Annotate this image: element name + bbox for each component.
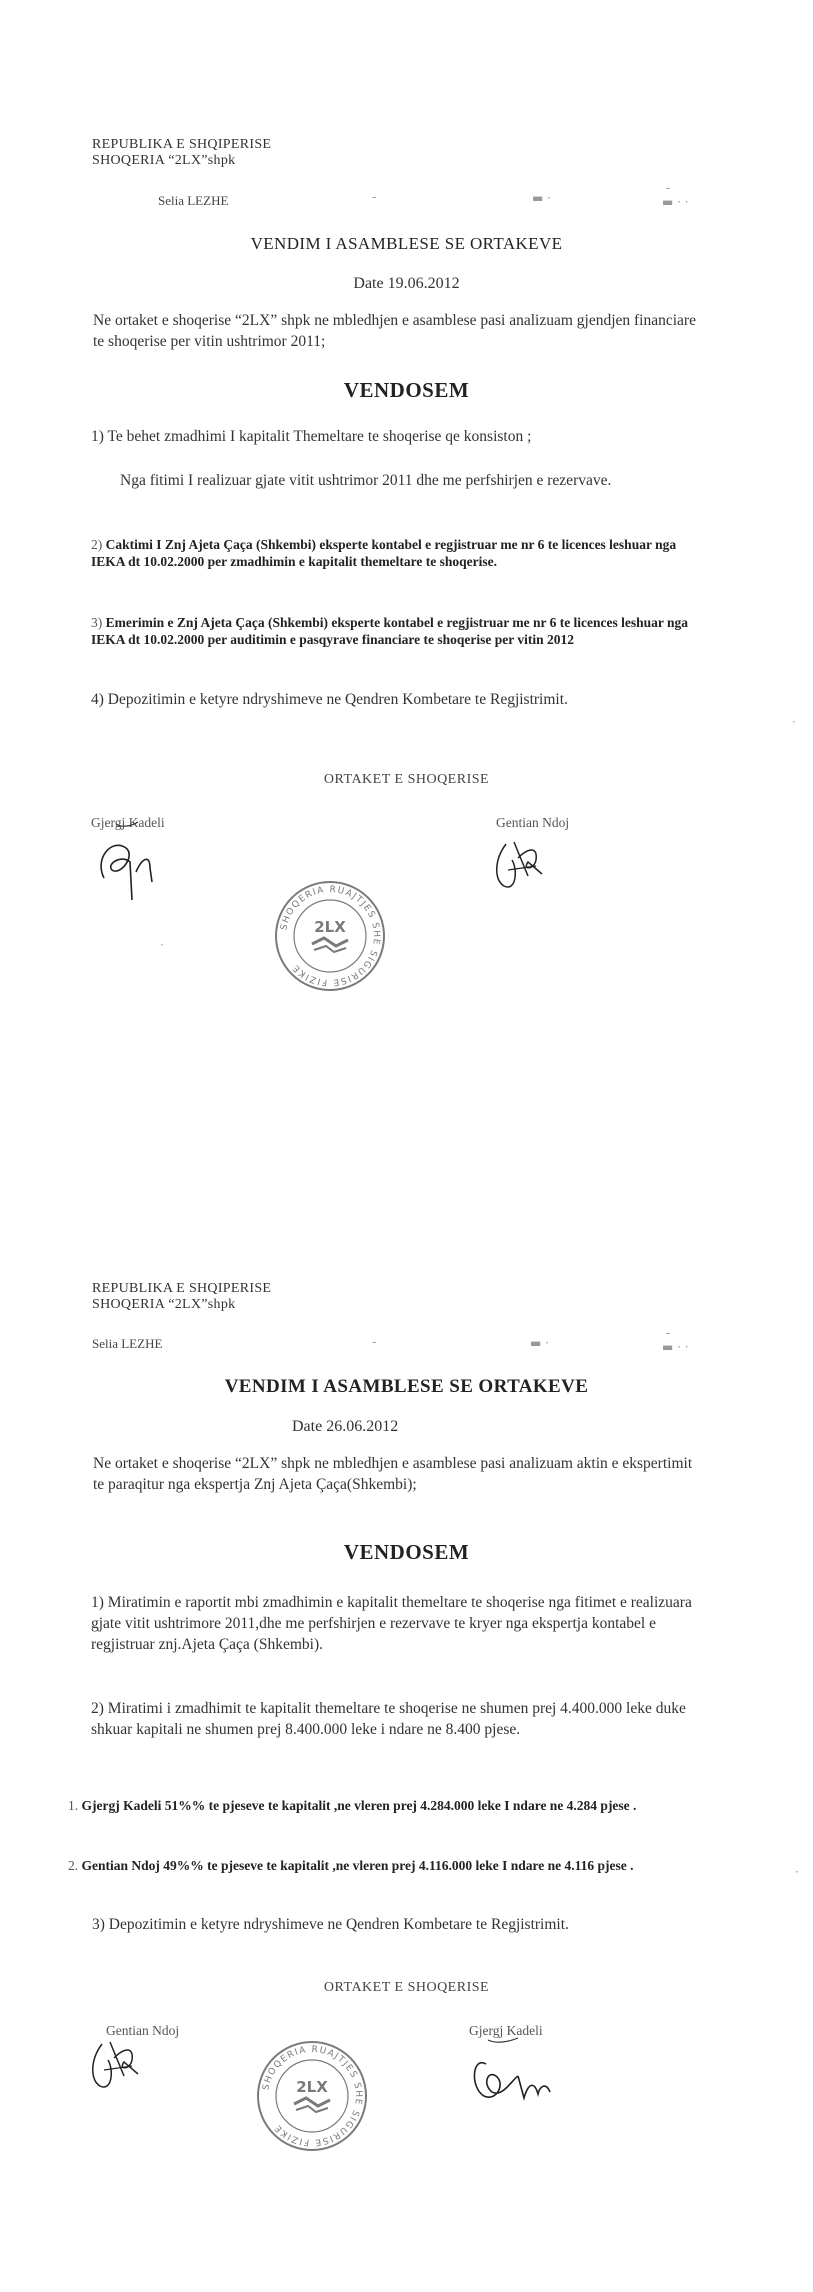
item-3 [91,614,696,648]
item-3: 3) Depozitimin e ketyre ndryshimeve ne Qendren Kombetare te Regjistrimit. [92,1916,569,1933]
decision-page-2: REPUBLIKA E SHQIPERISE SHOQERIA “2LX”shpk Selia LEZHE - ▬ · - ▬ · · VENDIM I ASAMBLESE SE ORTAKEVE Date 26.06.2012 Ne ortaket e shoqerise “2LX” shpk ne mbledhjen e asamblese pasi analizuam aktin e ekspertimit te paraqitur nga ekspertja Znj Ajeta Çaça(Shkembi); VENDOSEM 1) Miratimin e raportit mbi zmadhimin e kapitalit themeltare te shoqerise nga fitimet e realizuara gjate vitit ushtrimore 2011,dhe me perfshirjen e rezervave te kryer nga ekspertja kontabel e regjistruar znj.Ajeta Çaça (Shkembi). 2) Miratimi i zmadhimit te kapitalit themeltare te shoqerise ne shumen prej 4.400.000 leke duke shkuar kapitali ne shumen prej 8.400.000 leke i ndare ne 8.400 pjese. 1. Gjergj Kadeli 51%% te pjeseve te kapitalit ,ne vleren prej 4.284.000 leke I ndare ne 4.284 pjese . 2. Gentian Ndoj 49%% te pjeseve te kapitalit ,ne vleren prej 4.116.000 leke I ndare ne 4.116 pjese . 3) Depozitimin e ketyre ndryshimeve ne Qendren Kombetare te Regjistrimit. ORTAKET E SHOQERISE Gentian Ndoj Gjergj Kadeli SHOQERIA RUAJTJES SHE SIGURISE FIZIKE 2LX · [0,1160,813,2292]
stamp-center-text: 2LX [296,2078,328,2096]
stamp-ring-text: SHOQERIA RUAJTJES SHE SIGURISE FIZIKE [261,2044,364,2148]
share-1-text: Gjergj Kadeli 51%% te pjeseve te kapitalit ,ne vleren prej 4.284.000 leke I ndare ne 4.284 pjese . [81,1798,637,1813]
stamp-center-text: 2LX [314,918,346,936]
signature-left [92,818,172,898]
partners-heading: ORTAKET E SHOQERISE [323,772,490,787]
decision-date: Date 26.06.2012 [292,1418,399,1435]
decision-date: Date 19.06.2012 [353,275,460,292]
resolve-heading: VENDOSEM [343,1540,470,1564]
decision-title: VENDIM I ASAMBLESE SE ORTAKEVE [224,1376,589,1397]
seat-label: Selia LEZHE [158,193,229,208]
resolve-heading: VENDOSEM [343,378,470,402]
item-3-number: 3) [91,615,103,630]
item-2-number: 2) [91,537,103,552]
item-3-text: Emerimin e Znj Ajeta Çaça (Shkembi) eksperte kontabel e regjistruar me nr 6 te licences leshuar nga IEKA dt 10.02.2000 per auditimin e pasqyrave financiare te shoqerise per vitin 2012 [91,615,689,647]
stamp-ring-text: SHOQERIA RUAJTJES SHE SIGURISE FIZIKE [279,884,382,988]
signature-right [488,830,558,900]
share-1-number: 1. [68,1798,79,1813]
partners-heading: ORTAKET E SHOQERISE [323,1980,490,1995]
item-2: 2) Miratimi i zmadhimit te kapitalit themeltare te shoqerise ne shumen prej 4.400.000 leke duke shkuar kapitali ne shumen prej 8.400.000 leke i ndare ne 8.400 pjese. [91,1700,686,1738]
header-company: SHOQERIA “2LX”shpk [92,153,236,168]
item-4: 4) Depozitimin e ketyre ndryshimeve ne Qendren Kombetare te Regjistrimit. [91,691,568,708]
header-republic: REPUBLIKA E SHQIPERISE [92,1281,272,1296]
share-line-2 [68,1857,693,1874]
item-1: 1) Te behet zmadhimi I kapitalit Themeltare te shoqerise qe konsiston ; [91,428,532,445]
seat-label: Selia LEZHE [92,1336,163,1351]
intro-paragraph: Ne ortaket e shoqerise “2LX” shpk ne mbledhjen e asamblese pasi analizuam gjendjen financiare te shoqerise per vitin ushtrimor 2011; [93,312,696,350]
share-2-number: 2. [68,1858,79,1873]
partner-right-name: Gentian Ndoj [496,815,570,830]
decision-title: VENDIM I ASAMBLESE SE ORTAKEVE [250,234,563,253]
share-line-1 [68,1797,693,1814]
item-2-text: Caktimi I Znj Ajeta Çaça (Shkembi) eksperte kontabel e regjistruar me nr 6 te licences leshuar nga IEKA dt 10.02.2000 per zmadhimin e kapitalit themeltare te shoqerise. [91,537,677,569]
item-1: 1) Miratimin e raportit mbi zmadhimin e kapitalit themeltare te shoqerise nga fitimet e realizuara gjate vitit ushtrimore 2011,dhe me perfshirjen e rezervave te kryer nga ekspertja kontabel e regjistruar znj.Ajeta Çaça (Shkembi). [91,1594,692,1653]
share-2-text: Gentian Ndoj 49%% te pjeseve te kapitalit ,ne vleren prej 4.116.000 leke I ndare ne 4.116 pjese . [81,1858,634,1873]
company-stamp [274,880,386,992]
header-republic: REPUBLIKA E SHQIPERISE [92,137,272,152]
signature-left [84,2030,154,2100]
intro-paragraph: Ne ortaket e shoqerise “2LX” shpk ne mbledhjen e asamblese pasi analizuam aktin e ekspertimit te paraqitur nga ekspertja Znj Ajeta Çaça(Shkembi); [93,1455,693,1493]
partner-right-name: Gjergj Kadeli [469,2023,543,2038]
partner-left-name: Gentian Ndoj [106,2023,180,2038]
item-1-detail: Nga fitimi I realizuar gjate vitit ushtrimor 2011 dhe me perfshirjen e rezervave. [120,472,612,489]
item-2 [91,536,691,570]
partner-left-name: Gjergj Kadeli [91,815,165,830]
company-stamp [256,2040,368,2152]
header-company: SHOQERIA “2LX”shpk [92,1297,236,1312]
signature-right [466,2036,566,2116]
decision-page-1: REPUBLIKA E SHQIPERISE SHOQERIA “2LX”shpk Selia LEZHE - ▬ · - ▬ · · VENDIM I ASAMBLESE SE ORTAKEVE Date 19.06.2012 Ne ortaket e shoqerise “2LX” shpk ne mbledhjen e asamblese pasi analizuam gjendjen financiare te shoqerise per vitin ushtrimor 2011; VENDOSEM 1) Te behet zmadhimi I kapitalit Themeltare te shoqerise qe konsiston ; Nga fitimi I realizuar gjate vitit ushtrimor 2011 dhe me perfshirjen e rezervave. 2) Caktimi I Znj Ajeta Çaça (Shkembi) eksperte kontabel e regjistruar me nr 6 te licences leshuar nga IEKA dt 10.02.2000 per zmadhimin e kapitalit themeltare te shoqerise. 3) Emerimin e Znj Ajeta Çaça (Shkembi) eksperte kontabel e regjistruar me nr 6 te licences leshuar nga IEKA dt 10.02.2000 per auditimin e pasqyrave financiare te shoqerise per vitin 2012 4) Depozitimin e ketyre ndryshimeve ne Qendren Kombetare te Regjistrimit. ORTAKET E SHOQERISE Gjergj Kadeli Gentian Ndoj SHOQERIA RUAJTJES SHE SIGURISE FIZIKE 2LX · · [0,0,813,1160]
